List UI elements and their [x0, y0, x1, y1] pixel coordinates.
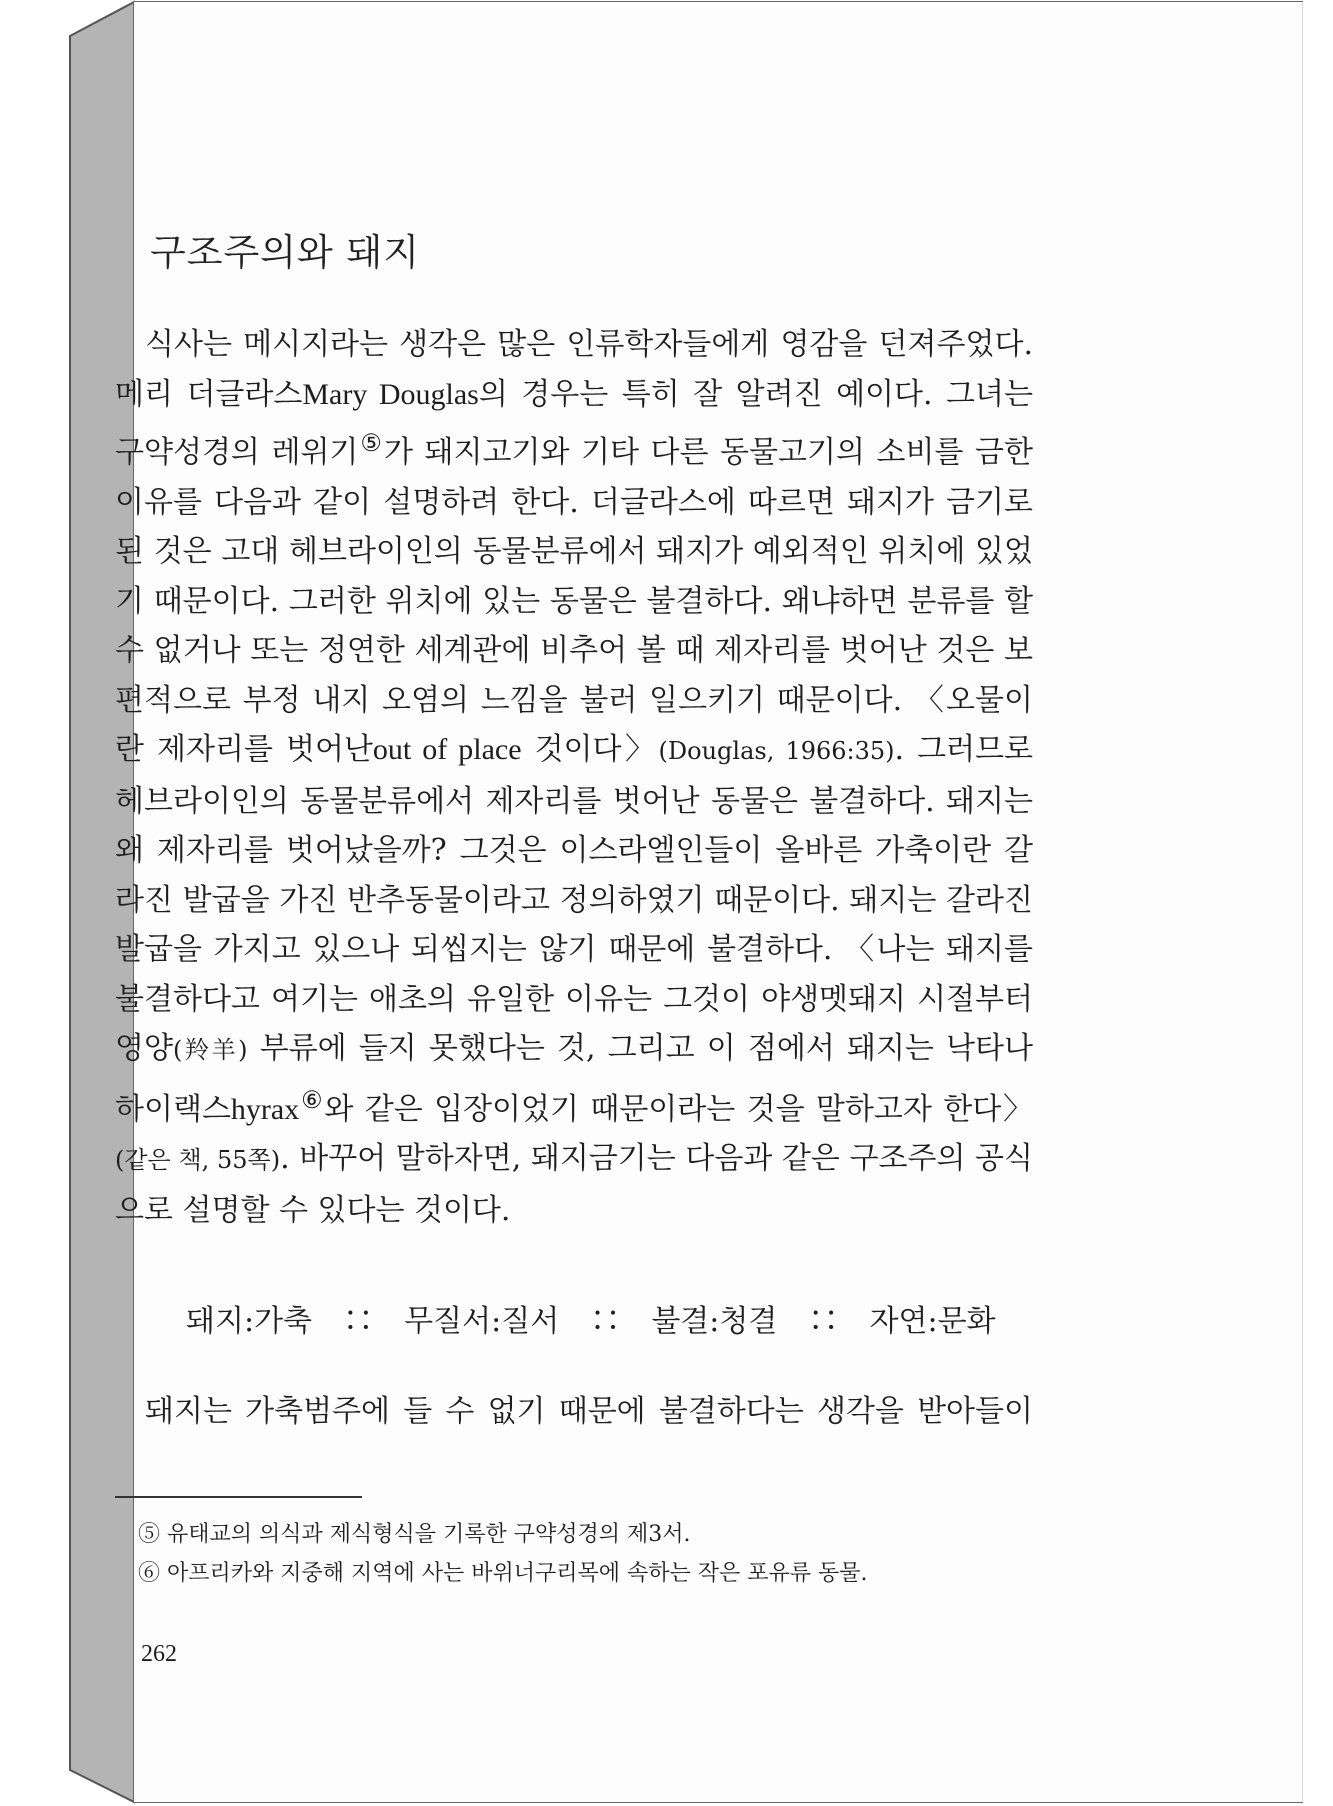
citation-2: (같은 책, 55쪽): [115, 1146, 281, 1174]
body-text-1: 식사는 메시지라는 생각은 많은 인류학자들에게 영감을 던져주었다. 메리 더글라스: [115, 327, 1033, 412]
structural-formula: 돼지:가축 ∷ 무질서:질서 ∷ 불결:청결 ∷ 자연:문화: [186, 1304, 996, 1339]
body-text-2: 의 경우는 특히 잘 알려진 예이다. 그녀는 구약성경의 레위기: [115, 376, 1033, 470]
footnote-5: ⑤ 유태교의 의식과 제식형식을 기록한 구약성경의 제3서.: [138, 1522, 691, 1547]
body-text-5: . 그러므로 헤브라이인의 동물분류에서 제자리를 벗어난 동물은 불결하다. 돼지는 왜 제자리를 벗어났을까? 그것은 이스라엘인들이 올바른 가축이란 갈라진 발굽을 가진 반추동물이라고 정의하였기 때문이다. 돼지는 갈라진 발굽을 가지고 있으나 되씹지는 않기 때문에 불결하다. 〈나는 돼지를 불결하다고 여기는 애초의 유일한 이유는 그것이 야생멧돼지 시절부터 영양: [115, 732, 1034, 1066]
author-name: Mary Douglas: [302, 377, 479, 411]
body-paragraph: [115, 320, 1033, 1235]
hyrax-term: hyrax: [230, 1092, 300, 1126]
body-text-8: . 바꾸어 말하자면, 돼지금기는 다음과 같은 구조주의 공식으로 설명할 수 있다는 것이다.: [115, 1141, 1033, 1228]
hanja-term: (羚羊): [172, 1036, 248, 1064]
body-text-4: 것이다〉: [521, 732, 659, 767]
body-text-7: 와 같은 입장이었기 때문이라는 것을 말하고자 한다〉: [324, 1091, 1033, 1127]
page-number: 262: [141, 1641, 177, 1667]
footnote-ref-5: ⑤: [358, 429, 384, 457]
citation-1: (Douglas, 1966:35): [658, 737, 895, 765]
footnote-6: ⑥ 아프리카와 지중해 지역에 사는 바위너구리목에 속하는 작은 포유류 동물.: [138, 1561, 868, 1586]
english-phrase: out of place: [372, 733, 522, 766]
footnote-divider: [115, 1496, 362, 1498]
footnote-ref-6: ⑥: [299, 1085, 325, 1114]
continuation-paragraph: 돼지는 가축범주에 들 수 없기 때문에 불결하다는 생각을 받아들이: [145, 1394, 1033, 1429]
body-text-6: 부류에 들지 못했다는 것, 그리고 이 점에서 돼지는 낙타나 하이랙스: [115, 1031, 1033, 1127]
section-heading: 구조주의와 돼지: [150, 231, 420, 274]
body-text-3: 가 돼지고기와 기타 다른 동물고기의 소비를 금한 이유를 다음과 같이 설명하려 한다. 더글라스에 따르면 돼지가 금기로 된 것은 고대 헤브라이인의 동물분류에서 돼지가 예외적인 위치에 있었기 때문이다. 그러한 위치에 있는 동물은 불결하다. 왜냐하면 분류를 할 수 없거나 또는 정연한 세계관에 비추어 볼 때 제자리를 벗어난 것은 보편적으로 부정 내지 오염의 느낌을 불러 일으키기 때문이다. 〈오물이란 제자리를 벗어난: [115, 435, 1033, 767]
